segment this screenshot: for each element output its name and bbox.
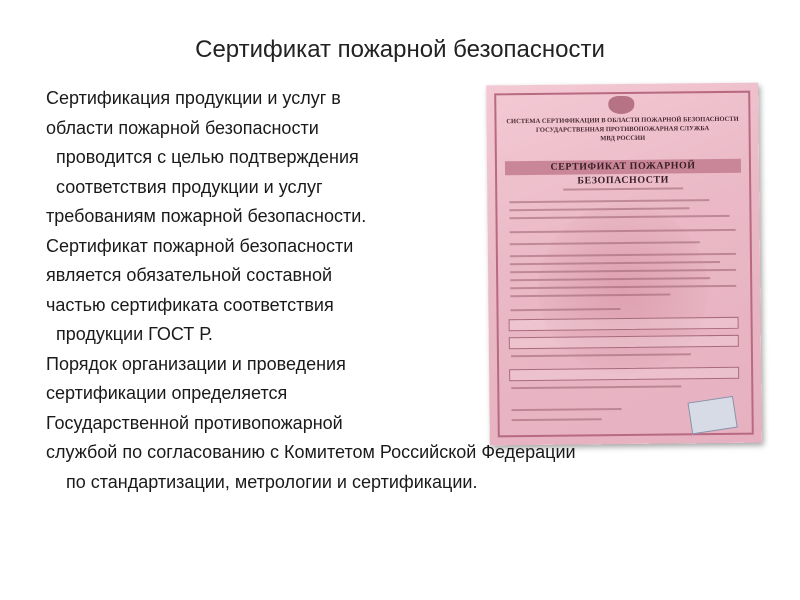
body-line: Сертификация продукции и услуг в xyxy=(46,88,341,108)
body-line: продукции ГОСТ Р. xyxy=(56,324,213,344)
body-line: области пожарной безопасности xyxy=(46,117,319,138)
certificate-title: СЕРТИФИКАТ ПОЖАРНОЙ БЕЗОПАСНОСТИ xyxy=(505,159,741,175)
body-line: частью сертификата соответствия xyxy=(46,294,334,315)
body-line: по стандартизации, метрологии и сертификации. xyxy=(66,471,478,492)
slide-title: Сертификат пожарной безопасности xyxy=(195,36,605,63)
body-line: Порядок организации и проведения xyxy=(46,353,346,374)
slide-body-text xyxy=(46,84,766,497)
body-line: Сертификат пожарной безопасности xyxy=(46,235,354,256)
body-line: проводится с целью подтверждения xyxy=(56,147,359,167)
body-line: является обязательной составной xyxy=(46,265,333,285)
body-line: соответствия продукции и услуг xyxy=(56,176,323,197)
certificate-header: СИСТЕМА СЕРТИФИКАЦИИ В ОБЛАСТИ ПОЖАРНОЙ БЕЗОПАСНОСТИ ГОСУДАРСТВЕННАЯ ПРОТИВОПОЖАРНАЯ СЛУЖБА МВД РОССИИ xyxy=(506,115,739,143)
body-line: Государственной противопожарной xyxy=(46,412,343,433)
body-line: сертификации определяется xyxy=(46,383,288,403)
body-line: службой по согласованию с Комитетом Российской Федерации xyxy=(46,442,576,462)
body-line: требованиям пожарной безопасности. xyxy=(46,206,367,226)
